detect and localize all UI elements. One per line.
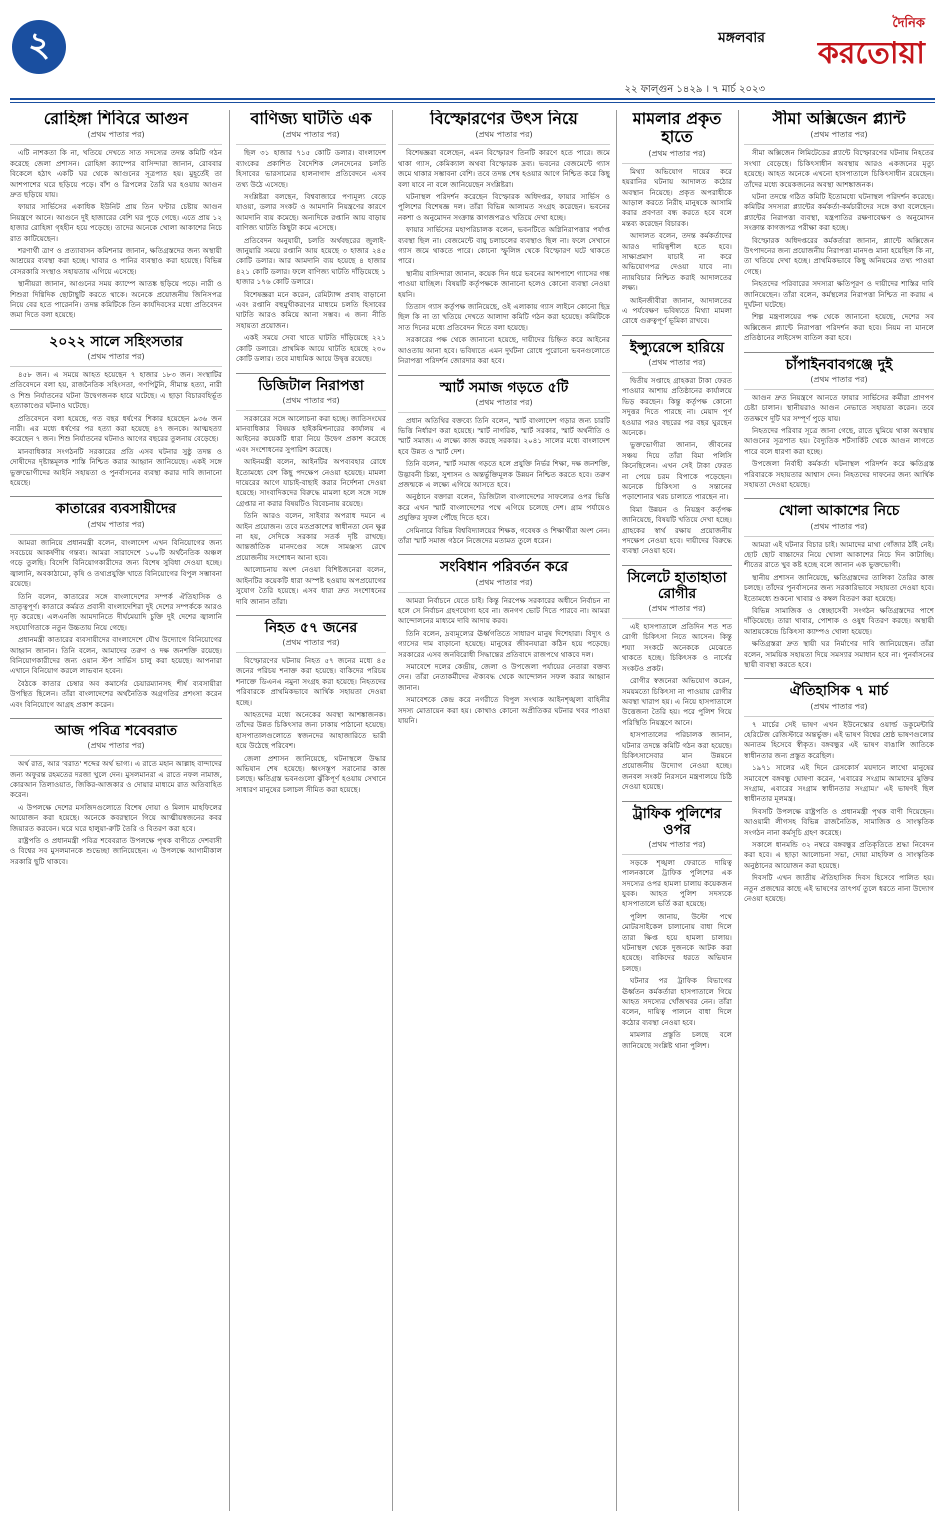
story-paragraph: তিনি আরও বলেন, সাইবার অপরাধ দমনে এ আইন প্রয়োজন। তবে মতপ্রকাশের স্বাধীনতা যেন ক্ষুণ্ণ না হয়, সেদিকে সরকার সতর্ক দৃষ্টি রাখছে। আন্তর্জাতিক মানদণ্ডের সঙ্গে সামঞ্জস্য রেখে প্রয়োজনীয় সংশোধন আনা হবে। [236,511,386,562]
story-headline: ইন্স্যুরেন্সে হারিয়ে [629,339,725,356]
story-paragraph: এ উপলক্ষে দেশের মসজিদগুলোতে বিশেষ দোয়া ও মিলাদ মাহফিলের আয়োজন করা হয়েছে। অনেকে কবরস্থানে গিয়ে আত্মীয়স্বজনের কবর জিয়ারত করবেন। ঘরে ঘরে হালুয়া-রুটি তৈরি ও বিতরণ করা হবে। [10,802,222,833]
story-paragraph: সেমিনারে বিভিন্ন বিশ্ববিদ্যালয়ের শিক্ষক, গবেষক ও শিক্ষার্থীরা অংশ নেন। তাঁরা স্মার্ট সমাজ গঠনে নিজেদের মতামত তুলে ধরেন। [398,525,610,546]
story-body [398,596,610,727]
continued-label: (প্রথম পাতার পর) [622,148,732,164]
story-body [398,148,610,366]
news-story [744,678,934,904]
news-story [10,496,222,710]
column-divider [616,110,617,1511]
continued-label: (প্রথম পাতার পর) [10,129,222,145]
story-paragraph: দিবসটি এখন জাতীয় ঐতিহাসিক দিবস হিসেবে পালিত হয়। নতুন প্রজন্মের কাছে এই ভাষণের তাৎপর্য তুলে ধরতে নানা উদ্যোগ নেওয়া হয়েছে। [744,873,934,904]
story-body [622,858,732,1051]
story-paragraph: একই সময়ে সেবা খাতে ঘাটতি দাঁড়িয়েছে ২২১ কোটি ডলারে। প্রাথমিক আয়ে ঘাটতি হয়েছে ২৩০ কোটি ডলার। তবে মাধ্যমিক আয়ে উদ্বৃত্ত রয়েছে। [236,333,386,364]
story-paragraph: সরকারের পক্ষ থেকে জানানো হয়েছে, দায়ীদের চিহ্নিত করে আইনের আওতায় আনা হবে। ভবিষ্যতে এমন দুর্ঘটনা রোধে পুরোনো ভবনগুলোতে নিরাপত্তা পরিদর্শন জোরদার করা হবে। [398,335,610,366]
story-paragraph: প্রতিবেদন অনুযায়ী, চলতি অর্থবছরের জুলাই-জানুয়ারি সময়ে রপ্তানি আয় হয়েছে ৩ হাজার ২৪৫ কোটি ডলার। আর আমদানি ব্যয় হয়েছে ৪ হাজার ৪২১ কোটি ডলার। ফলে বাণিজ্য ঘাটতি দাঁড়িয়েছে ১ হাজার ১৭৬ কোটি ডলারে। [236,235,386,287]
story-headline: নিহত ৫৭ জনের [264,619,358,636]
news-story [398,554,610,726]
story-headline: সিলেটে হাতাহাতা রোগীর [627,569,727,602]
story-paragraph: দ্বিতীয় সপ্তাহে গ্রাহকরা টাকা ফেরত পাওয়ার আশায় প্রতিষ্ঠানের কার্যালয়ে ভিড় করছেন। কিন্তু কর্তৃপক্ষ কোনো সদুত্তর দিতে পারছে না। মেয়াদ পূর্ণ হওয়ার পরও বছরের পর বছর ঘুরছেন অনেকে। [622,375,732,437]
news-story [10,718,222,867]
story-body [236,148,386,364]
continued-label: (প্রথম পাতার পর) [236,395,386,411]
story-paragraph: বিমা উন্নয়ন ও নিয়ন্ত্রণ কর্তৃপক্ষ জানিয়েছে, বিষয়টি খতিয়ে দেখা হচ্ছে। গ্রাহকের স্বার্থ রক্ষায় প্রয়োজনীয় পদক্ষেপ নেওয়া হবে। দায়ীদের বিরুদ্ধে ব্যবস্থা নেওয়া হবে। [622,504,732,556]
story-paragraph: ৭ মার্চের সেই ভাষণ এখন ইউনেস্কোর ওয়ার্ল্ড ডকুমেন্টারি হেরিটেজ রেজিস্টারে অন্তর্ভুক্ত। এই ভাষণ বিশ্বের শ্রেষ্ঠ ভাষণগুলোর অন্যতম হিসেবে স্বীকৃত। বঙ্গবন্ধুর এই ভাষণ বাঙালি জাতিকে স্বাধীনতার জন্য প্রস্তুত করেছিল। [744,719,934,760]
news-story [744,110,934,344]
story-paragraph: পুলিশ জানায়, উল্টো পথে মোটরসাইকেল চালানোয় বাধা দিলে তারা ক্ষিপ্ত হয়ে হামলা চালায়। ঘটনাস্থল থেকে দুজনকে আটক করা হয়েছে। বাকিদের ধরতে অভিযান চলছে। [622,911,732,973]
logo-prefix: দৈনিক [892,16,925,31]
story-paragraph: বিশেষজ্ঞরা বলেছেন, এমন বিস্ফোরণ তিনটি কারণে হতে পারে। জমে থাকা গ্যাস, কেমিক্যাল অথবা বিস্ফোরক দ্রব্য। ভবনের বেজমেন্টে গ্যাস জমে থাকার সম্ভাবনা বেশি। তবে তদন্ত শেষ হওয়ার আগে নিশ্চিত করে কিছু বলা যাবে না বলে জানিয়েছেন সংশ্লিষ্টরা। [398,148,610,189]
story-paragraph: আইনমন্ত্রী বলেন, আইনটির অপব্যবহার রোধে ইতোমধ্যে বেশ কিছু পদক্ষেপ নেওয়া হয়েছে। মামলা দায়েরের আগে যাচাই-বাছাই করার নির্দেশনা দেওয়া হয়েছে। সাংবাদিকদের বিরুদ্ধে মামলা হলে সঙ্গে সঙ্গে গ্রেপ্তার না করার বিষয়টিও বিবেচনায় রয়েছে। [236,457,386,508]
story-paragraph: সরকারের সঙ্গে আলোচনা করা হচ্ছে। জাতিসংঘের মানবাধিকার বিষয়ক হাইকমিশনারের কার্যালয় এ আইনের কয়েকটি ধারা নিয়ে উদ্বেগ প্রকাশ করেছে এবং সংশোধনের সুপারিশ করেছে। [236,413,386,454]
story-paragraph: স্থানীয় বাসিন্দারা জানান, কয়েক দিন ধরে ভবনের আশপাশে গ্যাসের গন্ধ পাওয়া যাচ্ছিল। বিষয়টি কর্তৃপক্ষকে জানানো হলেও কোনো ব্যবস্থা নেওয়া হয়নি। [398,268,610,299]
story-paragraph: দিবসটি উপলক্ষে রাষ্ট্রপতি ও প্রধানমন্ত্রী পৃথক বাণী দিয়েছেন। আওয়ামী লীগসহ বিভিন্ন রাজনৈতিক, সামাজিক ও সাংস্কৃতিক সংগঠন নানা কর্মসূচি গ্রহণ করেছে। [744,806,934,837]
story-headline: ডিজিটাল নিরাপত্তা [258,377,364,394]
story-body [744,148,934,343]
story-body [622,167,732,327]
story-body [10,370,222,488]
column-divider [392,110,393,1511]
story-headline: সংবিধান পরিবর্তন করে [439,559,569,576]
story-body [744,540,934,671]
story-paragraph: সমাবেশে দলের কেন্দ্রীয়, জেলা ও উপজেলা পর্যায়ের নেতারা বক্তব্য দেন। তাঁরা নেতাকর্মীদের ঐক্যবদ্ধ থেকে আন্দোলন সফল করার আহ্বান জানান। [398,662,610,692]
story-body [622,622,732,793]
story-headline: ট্রাফিক পুলিশের ওপর [632,805,722,838]
story-paragraph: উপজেলা নির্বাহী কর্মকর্তা ঘটনাস্থল পরিদর্শন করে ক্ষতিগ্রস্ত পরিবারকে সহায়তার আশ্বাস দেন। নিহতদের দাফনের জন্য আর্থিক সহায়তা দেওয়া হয়েছে। [744,459,934,490]
story-paragraph: আগুন দ্রুত নিয়ন্ত্রণে আনতে ফায়ার সার্ভিসের কর্মীরা প্রাণপণ চেষ্টা চালান। স্থানীয়রাও আগুন নেভাতে সহায়তা করেন। তবে ততক্ষণে দুটি ঘর সম্পূর্ণ পুড়ে যায়। [744,392,934,423]
story-body [622,376,732,557]
story-paragraph: বিশেষজ্ঞরা মনে করেন, রেমিট্যান্স প্রবাহ বাড়ানো এবং রপ্তানি বহুমুখীকরণের মাধ্যমে চলতি হিসাবের ঘাটতি আরও কমিয়ে আনা সম্ভব। এ জন্য নীতি সহায়তা প্রয়োজন। [236,289,386,330]
story-paragraph: ঘটনার পর ট্রাফিক বিভাগের ঊর্ধ্বতন কর্মকর্তারা হাসপাতালে গিয়ে আহত সদস্যের খোঁজখবর নেন। তাঁরা বলেন, দায়িত্ব পালনে বাধা দিলে কঠোর ব্যবস্থা নেওয়া হবে। [622,976,732,1027]
story-paragraph: স্থানীয় প্রশাসন জানিয়েছে, ক্ষতিগ্রস্তদের তালিকা তৈরির কাজ চলছে। তাঁদের পুনর্বাসনের জন্য সরকারিভাবে সহায়তা দেওয়া হবে। ইতোমধ্যে শুকনো খাবার ও কম্বল বিতরণ করা হয়েছে। [744,572,934,603]
story-headline: চাঁপাইনবাবগঞ্জে দুই [785,356,893,373]
column-3 [398,110,610,1510]
story-paragraph: ঘটনা তদন্তে গঠিত কমিটি ইতোমধ্যে ঘটনাস্থল পরিদর্শন করেছে। কমিটির সদস্যরা প্ল্যান্টের কর্মকর্তা-কর্মচারীদের সঙ্গে কথা বলেছেন। প্ল্যান্টের নিরাপত্তা ব্যবস্থা, যন্ত্রপাতির রক্ষণাবেক্ষণ ও অনুমোদন সংক্রান্ত কাগজপত্র পরীক্ষা করা হচ্ছে। [744,192,934,233]
column-2 [236,110,386,1510]
story-paragraph: আমরা নির্বাচনে যেতে চাই। কিন্তু নিরপেক্ষ সরকারের অধীনে নির্বাচন না হলে সে নির্বাচন গ্রহণযোগ্য হবে না। জনগণ ভোট দিতে পারবে না। আমরা আন্দোলনের মাধ্যমে দাবি আদায় করব। [398,595,610,626]
story-paragraph: হাসপাতালের পরিচালক জানান, ঘটনার তদন্তে কমিটি গঠন করা হয়েছে। চিকিৎসাসেবার মান উন্নয়নে প্রয়োজনীয় উদ্যোগ নেওয়া হচ্ছে। জনবল সংকট নিরসনে মন্ত্রণালয়ে চিঠি দেওয়া হয়েছে। [622,730,732,792]
dateline: ২২ ফাল্গুন ১৪২৯ । ৭ মার্চ ২০২৩ [624,84,765,95]
news-story [10,110,222,321]
news-story [622,335,732,557]
story-paragraph: রাষ্ট্রপতি ও প্রধানমন্ত্রী পবিত্র শবেবরাত উপলক্ষে পৃথক বাণীতে দেশবাসী ও বিশ্বের সব মুসলমানকে শুভেচ্ছা জানিয়েছেন। এ উপলক্ষে আগামীকাল সরকারি ছুটি থাকবে। [10,835,222,866]
story-body [236,656,386,795]
continued-label: (প্রথম পাতার পর) [622,603,732,619]
news-story [622,110,732,327]
continued-label: (প্রথম পাতার পর) [744,129,934,145]
story-paragraph: বিভিন্ন সামাজিক ও স্বেচ্ছাসেবী সংগঠন ক্ষতিগ্রস্তদের পাশে দাঁড়িয়েছে। তারা খাবার, পোশাক ও ওষুধ বিতরণ করছে। অস্থায়ী আশ্রয়কেন্দ্রে চিকিৎসা ক্যাম্পও খোলা হয়েছে। [744,605,934,636]
continued-label: (প্রথম পাতার পর) [744,521,934,537]
story-paragraph: ফায়ার সার্ভিসের একাধিক ইউনিট প্রায় তিন ঘণ্টার চেষ্টায় আগুন নিয়ন্ত্রণে আনে। আগুনে দুই হাজারের বেশি ঘর পুড়ে গেছে। এতে প্রায় ১২ হাজার রোহিঙ্গা গৃহহীন হয়ে পড়েছে। তাদের অনেকে খোলা আকাশের নিচে রাত কাটিয়েছেন। [10,202,222,243]
story-headline: বাণিজ্য ঘাটতি এক [250,110,372,128]
news-story [236,615,386,795]
story-paragraph: সকালে ধানমন্ডি ৩২ নম্বরে বঙ্গবন্ধুর প্রতিকৃতিতে শ্রদ্ধা নিবেদন করা হবে। এ ছাড়া আলোচনা সভা, দোয়া মাহফিল ও সাংস্কৃতিক অনুষ্ঠানের আয়োজন করা হয়েছে। [744,839,934,870]
story-headline: স্মার্ট সমাজ গড়তে ৫টি [439,379,569,396]
story-paragraph: সংশ্লিষ্টরা বলছেন, বিশ্ববাজারে পণ্যমূল্য বেড়ে যাওয়া, ডলার সংকট ও আমদানি নিয়ন্ত্রণের কারণে আমদানি ব্যয় কমেছে। অন্যদিকে রপ্তানি আয় বাড়ায় বাণিজ্য ঘাটতি কিছুটা কমে এসেছে। [236,192,386,233]
column-5 [744,110,934,1510]
continued-label: (প্রথম পাতার পর) [236,637,386,653]
story-paragraph: শিল্প মন্ত্রণালয়ের পক্ষ থেকে জানানো হয়েছে, দেশের সব অক্সিজেন প্ল্যান্টে নিরাপত্তা পরিদর্শন করা হবে। নিয়ম না মানলে প্রতিষ্ঠানের লাইসেন্স বাতিল করা হবে। [744,312,934,343]
story-body [744,393,934,491]
story-paragraph: প্রধানমন্ত্রী কাতারের ব্যবসায়ীদের বাংলাদেশে যৌথ উদ্যোগে বিনিয়োগের আহ্বান জানান। তিনি বলেন, আমাদের তরুণ ও দক্ষ জনশক্তি রয়েছে। বিনিয়োগকারীদের জন্য ওয়ান স্টপ সার্ভিস চালু করা হয়েছে। আপনারা এখানে বিনিয়োগ করলে লাভবান হবেন। [10,635,222,676]
column-divider [738,110,739,1511]
story-headline: বিস্ফোরণের উৎস নিয়ে [430,110,578,128]
continued-label: (প্রথম পাতার পর) [398,129,610,145]
story-headline: খোলা আকাশের নিচে [778,503,900,520]
story-paragraph: আলোচনায় অংশ নেওয়া বিশিষ্টজনেরা বলেন, আইনটির কয়েকটি ধারা অস্পষ্ট হওয়ায় অপপ্রয়োগের সুযোগ তৈরি হয়েছে। এসব ধারা দ্রুত সংশোধনের দাবি জানান তাঁরা। [236,565,386,606]
column-4 [622,110,732,1510]
story-paragraph: তিতাস গ্যাস কর্তৃপক্ষ জানিয়েছে, ওই এলাকায় গ্যাস লাইনে কোনো ছিদ্র ছিল কি না তা খতিয়ে দেখতে আলাদা কমিটি গঠন করা হয়েছে। কমিটিকে সাত দিনের মধ্যে প্রতিবেদন দিতে বলা হয়েছে। [398,302,610,332]
story-paragraph: বৈঠকে কাতার চেম্বার অব কমার্সের চেয়ারম্যানসহ শীর্ষ ব্যবসায়ীরা উপস্থিত ছিলেন। তাঁরা বাংলাদেশের অর্থনৈতিক অগ্রগতির প্রশংসা করেন এবং বিনিয়োগে আগ্রহ প্রকাশ করেন। [10,678,222,709]
masthead-rule [10,98,935,100]
story-paragraph: মামলার প্রস্তুতি চলছে বলে জানিয়েছে সংশ্লিষ্ট থানা পুলিশ। [622,1030,732,1050]
news-story [622,565,732,793]
news-story [398,375,610,547]
story-paragraph: ছিল ৩১ হাজার ৭১৫ কোটি ডলার। বাংলাদেশ ব্যাংকের প্রকাশিত বৈদেশিক লেনদেনের চলতি হিসাবের ভারসাম্যের হালনাগাদ প্রতিবেদনে এসব তথ্য উঠে এসেছে। [236,148,386,189]
newspaper-logo [775,14,925,86]
story-paragraph: আমরা জানিয়ে প্রধানমন্ত্রী বলেন, বাংলাদেশ এখন বিনিয়োগের জন্য সবচেয়ে আকর্ষণীয় গন্তব্য। আমরা সারাদেশে ১০০টি অর্থনৈতিক অঞ্চল গড়ে তুলছি। বিদেশি বিনিয়োগকারীদের জন্য বিশেষ সুবিধা দেওয়া হচ্ছে। জ্বালানি, অবকাঠামো, কৃষি ও তথ্যপ্রযুক্তি খাতে বিনিয়োগের বিপুল সম্ভাবনা রয়েছে। [10,537,222,589]
story-headline: ঐতিহাসিক ৭ মার্চ [789,683,889,700]
story-paragraph: ১৯৭১ সালের এই দিনে রেসকোর্স ময়দানে লাখো মানুষের সমাবেশে বঙ্গবন্ধু ঘোষণা করেন, 'এবারের সংগ্রাম আমাদের মুক্তির সংগ্রাম, এবারের সংগ্রাম স্বাধীনতার সংগ্রাম।' এই ভাষণই ছিল স্বাধীনতার মূলমন্ত্র। [744,763,934,804]
story-headline: ২০২২ সালে সহিংসতার [49,333,183,350]
continued-label: (প্রথম পাতার পর) [622,357,732,373]
continued-label: (প্রথম পাতার পর) [10,351,222,367]
masthead [0,0,945,118]
story-headline: মামলার প্রকৃত হাতে [632,110,722,147]
story-headline: সীমা অক্সিজেন প্ল্যান্ট [772,110,906,128]
story-paragraph: বিস্ফোরক অধিদপ্তরের কর্মকর্তারা জানান, প্ল্যান্টে অক্সিজেন উৎপাদনের জন্য প্রয়োজনীয় নিরাপত্তা মানদণ্ড মানা হয়েছিল কি না, তা খতিয়ে দেখা হচ্ছে। প্রাথমিকভাবে কিছু অনিয়মের তথ্য পাওয়া গেছে। [744,235,934,276]
news-story [744,352,934,491]
story-paragraph: আহতদের মধ্যে অনেকের অবস্থা আশঙ্কাজনক। তাঁদের উন্নত চিকিৎসার জন্য ঢাকায় পাঠানো হয়েছে। হাসপাতালগুলোতে স্বজনদের আহাজারিতে ভারী হয়ে উঠেছে পরিবেশ। [236,710,386,751]
continued-label: (প্রথম পাতার পর) [10,740,222,756]
continued-label: (প্রথম পাতার পর) [398,577,610,593]
story-headline: আজ পবিত্র শবেবরাত [55,723,177,740]
page-number-badge: ২ [12,20,66,74]
story-paragraph: নিহতদের পরিবারের সদস্যরা ক্ষতিপূরণ ও দায়ীদের শাস্তির দাবি জানিয়েছেন। তাঁরা বলেন, কর্মস্থলের নিরাপত্তা নিশ্চিত না করায় এ দুর্ঘটনা ঘটেছে। [744,279,934,310]
continued-label: (প্রথম পাতার পর) [744,374,934,390]
story-paragraph: স্থানীয়রা জানান, আগুনের সময় ক্যাম্পে আতঙ্ক ছড়িয়ে পড়ে। নারী ও শিশুরা দিগ্বিদিক ছোটাছুটি করতে থাকে। অনেকে প্রয়োজনীয় জিনিসপত্র নিয়ে বের হতে পারেননি। তদন্ত কমিটিকে তিন কার্যদিবসের মধ্যে প্রতিবেদন জমা দিতে বলা হয়েছে। [10,279,222,320]
masthead-rule-thin [10,102,935,103]
story-paragraph: আইনজীবীরা জানান, আদালতের এ পর্যবেক্ষণ ভবিষ্যতে মিথ্যা মামলা রোধে গুরুত্বপূর্ণ ভূমিকা রাখবে। [622,295,732,326]
news-story [236,110,386,365]
story-paragraph: আমরা এই ঘটনার বিচার চাই। আমাদের মাথা গোঁজার ঠাঁই নেই। ছোট ছোট বাচ্চাদের নিয়ে খোলা আকাশের নিচে দিন কাটাচ্ছি। শীতের রাতে খুব কষ্ট হচ্ছে বলে জানান এক ভুক্তভোগী। [744,539,934,570]
story-paragraph: ৪৫৮ জন। এ সময়ে আহত হয়েছেন ৭ হাজার ১৮৩ জন। সংস্থাটির প্রতিবেদনে বলা হয়, রাজনৈতিক সহিংসতা, গণপিটুনি, সীমান্ত হত্যা, নারী ও শিশু নির্যাতনের ঘটনা উদ্বেগজনক হারে ঘটেছে। এ ছাড়া বিচারবহির্ভূত হত্যাকাণ্ডের ঘটনাও ঘটেছে। [10,369,222,411]
story-paragraph: ঘটনাস্থল পরিদর্শন করেছেন বিস্ফোরক অধিদপ্তর, ফায়ার সার্ভিস ও পুলিশের বিশেষজ্ঞ দল। তাঁরা বিভিন্ন আলামত সংগ্রহ করেছেন। ভবনের নকশা ও অনুমোদন সংক্রান্ত কাগজপত্রও খতিয়ে দেখা হচ্ছে। [398,192,610,222]
logo-name: করতোয়া [817,36,925,71]
story-paragraph: অনুষ্ঠানে বক্তারা বলেন, ডিজিটাল বাংলাদেশের সাফল্যের ওপর ভিত্তি করে এখন স্মার্ট বাংলাদেশের পথে এগিয়ে চলেছে দেশ। গ্রাম পর্যায়েও প্রযুক্তির সুফল পৌঁছে দিতে হবে। [398,492,610,523]
story-paragraph: নিহতদের পরিবার সূত্রে জানা গেছে, রাতে ঘুমিয়ে থাকা অবস্থায় আগুনের সূত্রপাত হয়। বৈদ্যুতিক শর্টসার্কিট থেকে আগুন লাগতে পারে বলে ধারণা করা হচ্ছে। [744,426,934,456]
story-body [10,538,222,711]
story-body [10,759,222,867]
continued-label: (প্রথম পাতার পর) [398,397,610,413]
story-paragraph: প্রতিবেদনে বলা হয়েছে, গত বছর ধর্ষণের শিকার হয়েছেন ৯৩৬ জন নারী। এর মধ্যে ধর্ষণের পর হত্যা করা হয়েছে ৪৭ জনকে। আত্মহত্যা করেছেন ৭ জন। শিশু নির্যাতনের ঘটনাও আগের বছরের তুলনায় বেড়েছে। [10,413,222,444]
story-paragraph: প্রধান অতিথির বক্তব্যে তিনি বলেন, স্মার্ট বাংলাদেশ গড়ার জন্য চারটি ভিত্তি নির্ধারণ করা হয়েছে। স্মার্ট নাগরিক, স্মার্ট সরকার, স্মার্ট অর্থনীতি ও স্মার্ট সমাজ। এ লক্ষ্যে কাজ করছে সরকার। ২০৪১ সালের মধ্যে বাংলাদেশ হবে উন্নত ও স্মার্ট দেশ। [398,415,610,456]
story-paragraph: ক্ষতিগ্রস্তরা দ্রুত স্থায়ী ঘর নির্মাণের দাবি জানিয়েছেন। তাঁরা বলেন, সাময়িক সহায়তা দিয়ে সমস্যার সমাধান হবে না। পুনর্বাসনের স্থায়ী ব্যবস্থা করতে হবে। [744,639,934,670]
story-body [236,414,386,607]
story-paragraph: আদালত বলেন, তদন্ত কর্মকর্তাদের আরও দায়িত্বশীল হতে হবে। সাক্ষ্যপ্রমাণ যাচাই না করে অভিযোগপত্র দেওয়া যাবে না। ন্যায়বিচার নিশ্চিত করাই আদালতের লক্ষ্য। [622,231,732,293]
story-paragraph: সমাবেশকে কেন্দ্র করে নগরীতে বিপুল সংখ্যক আইনশৃঙ্খলা বাহিনীর সদস্য মোতায়েন করা হয়। কোথাও কোনো অপ্রীতিকর ঘটনার খবর পাওয়া যায়নি। [398,695,610,726]
weekday: মঙ্গলবার [717,30,765,46]
story-body [398,416,610,547]
news-story [622,801,732,1052]
story-paragraph: জেলা প্রশাসন জানিয়েছে, ঘটনাস্থলে উদ্ধার অভিযান শেষ হয়েছে। ধ্বংসস্তূপ সরানোর কাজ চলছে। ক্ষতিগ্রস্ত ভবনগুলো ঝুঁকিপূর্ণ হওয়ায় সেখানে সাধারণ মানুষের চলাচল সীমিত করা হয়েছে। [236,753,386,794]
story-body [744,720,934,905]
story-paragraph: সড়কে শৃঙ্খলা ফেরাতে দায়িত্ব পালনকালে ট্রাফিক পুলিশের এক সদস্যের ওপর হামলা চালায় কয়েকজন যুবক। আহত পুলিশ সদস্যকে হাসপাতালে ভর্তি করা হয়েছে। [622,857,732,909]
story-paragraph: অর্থ রাত, আর 'বরাত' শব্দের অর্থ ভাগ্য। এ রাতে মহান আল্লাহ বান্দাদের জন্য অফুরন্ত রহমতের দরজা খুলে দেন। মুসলমানরা এ রাতে নফল নামাজ, কোরআন তিলাওয়াত, জিকির-আজকার ও দোয়ার মাধ্যমে রাত অতিবাহিত করেন। [10,759,222,800]
news-story [744,498,934,670]
news-story [398,110,610,367]
story-paragraph: শরণার্থী ত্রাণ ও প্রত্যাবাসন কমিশনার জানান, ক্ষতিগ্রস্তদের জন্য অস্থায়ী আশ্রয়ের ব্যবস্থা করা হচ্ছে। খাবার ও পানির ব্যবস্থাও করা হয়েছে। বিভিন্ন বেসরকারি সংস্থাও সহায়তায় এগিয়ে এসেছে। [10,246,222,276]
story-headline: রোহিঙ্গা শিবিরে আগুন [43,110,189,128]
column-divider [229,110,230,1511]
story-paragraph: তিনি বলেন, স্মার্ট সমাজ গড়তে হলে প্রযুক্তি নির্ভর শিক্ষা, দক্ষ জনশক্তি, উদ্ভাবনী চিন্তা, সুশাসন ও অন্তর্ভুক্তিমূলক উন্নয়ন নিশ্চিত করতে হবে। তরুণ প্রজন্মকে এ লক্ষ্যে এগিয়ে আসতে হবে। [398,459,610,490]
story-paragraph: এই হাসপাতালে প্রতিদিন শত শত রোগী চিকিৎসা নিতে আসেন। কিন্তু শয্যা সংকটে অনেককে মেঝেতে থাকতে হচ্ছে। চিকিৎসক ও নার্সের সংকটও প্রকট। [622,622,732,673]
story-paragraph: ভুক্তভোগীরা জানান, জীবনের সঞ্চয় দিয়ে তাঁরা বিমা পলিসি কিনেছিলেন। এখন সেই টাকা ফেরত না পেয়ে চরম বিপাকে পড়েছেন। অনেকে চিকিৎসা ও সন্তানের পড়াশোনার খরচ চালাতে পারছেন না। [622,440,732,502]
story-paragraph: ফায়ার সার্ভিসের মহাপরিচালক বলেন, ভবনটিতে অগ্নিনিরাপত্তার পর্যাপ্ত ব্যবস্থা ছিল না। বেজমেন্টে বায়ু চলাচলের ব্যবস্থাও ছিল না। ফলে সেখানে গ্যাস জমে থাকতে পারে। কোনো স্ফুলিঙ্গ থেকে বিস্ফোরণ ঘটে থাকতে পারে। [398,225,610,266]
continued-label: (প্রথম পাতার পর) [236,129,386,145]
story-paragraph: তিনি বলেন, কাতারের সঙ্গে বাংলাদেশের সম্পর্ক ঐতিহাসিক ও ভ্রাতৃত্বপূর্ণ। কাতারে কর্মরত প্রবাসী বাংলাদেশিরা দুই দেশের সম্পর্ককে আরও দৃঢ় করেছে। এলএনজি আমদানিতে দীর্ঘমেয়াদি চুক্তি দুই দেশের জ্বালানি সহযোগিতাকে নতুন উচ্চতায় নিয়ে গেছে। [10,591,222,632]
story-body [10,148,222,321]
story-paragraph: রোগীর স্বজনেরা অভিযোগ করেন, সময়মতো চিকিৎসা না পাওয়ায় রোগীর অবস্থা খারাপ হয়। এ নিয়ে হাসপাতালে উত্তেজনা তৈরি হয়। পরে পুলিশ গিয়ে পরিস্থিতি নিয়ন্ত্রণে আনে। [622,676,732,727]
story-paragraph: মিথ্যা অভিযোগ দায়ের করে হয়রানির ঘটনায় আদালত কঠোর অবস্থান নিয়েছে। প্রকৃত অপরাধীকে আড়াল করতে নিরীহ মানুষকে আসামি করার প্রবণতা বন্ধ করতে হবে বলে মন্তব্য করেছেন বিচারক। [622,166,732,228]
story-paragraph: মানবাধিকার সংগঠনটি সরকারের প্রতি এসব ঘটনার সুষ্ঠু তদন্ত ও দোষীদের দৃষ্টান্তমূলক শাস্তি নিশ্চিত করার আহ্বান জানিয়েছে। একই সঙ্গে ভুক্তভোগীদের আইনি সহায়তা ও পুনর্বাসনের ব্যবস্থা করার দাবি জানানো হয়েছে। [10,446,222,488]
story-paragraph: এটি নাশকতা কি না, খতিয়ে দেখতে সাত সদস্যের তদন্ত কমিটি গঠন করেছে জেলা প্রশাসন। রোহিঙ্গা ক্যাম্পের বাসিন্দারা জানান, রোববার বিকেলে হঠাৎ একটি ঘর থেকে আগুনের সূত্রপাত হয়। মুহূর্তেই তা আশপাশের ঘরে ছড়িয়ে পড়ে। বাঁশ ও ত্রিপলের তৈরি ঘর হওয়ায় আগুন দ্রুত ছড়িয়ে যায়। [10,148,222,200]
continued-label: (প্রথম পাতার পর) [10,519,222,535]
story-paragraph: সীমা অক্সিজেন লিমিটেডের প্ল্যান্টে বিস্ফোরণের ঘটনায় নিহতের সংখ্যা বেড়েছে। চিকিৎসাধীন অবস্থায় আরও একজনের মৃত্যু হয়েছে। আহত অনেকে এখনো হাসপাতালে চিকিৎসাধীন রয়েছেন। তাঁদের মধ্যে কয়েকজনের অবস্থা আশঙ্কাজনক। [744,148,934,189]
continued-label: (প্রথম পাতার পর) [744,701,934,717]
story-paragraph: তিনি বলেন, দ্রব্যমূল্যের ঊর্ধ্বগতিতে সাধারণ মানুষ দিশেহারা। বিদ্যুৎ ও গ্যাসের দাম বাড়ানো হয়েছে। মানুষের জীবনযাত্রা কঠিন হয়ে পড়েছে। সরকারের এসব জনবিরোধী সিদ্ধান্তের প্রতিবাদে রাজপথে থাকবে দল। [398,628,610,659]
story-paragraph: বিস্ফোরণের ঘটনায় নিহত ৫৭ জনের মধ্যে ৪৫ জনের পরিচয় শনাক্ত করা হয়েছে। বাকিদের পরিচয় শনাক্তে ডিএনএ নমুনা সংগ্রহ করা হয়েছে। নিহতদের পরিবারকে প্রাথমিকভাবে আর্থিক সহায়তা দেওয়া হচ্ছে। [236,656,386,707]
news-story [10,329,222,489]
news-story [236,373,386,607]
story-headline: কাতারের ব্যবসায়ীদের [55,501,177,518]
continued-label: (প্রথম পাতার পর) [622,839,732,855]
column-1 [10,110,222,1510]
